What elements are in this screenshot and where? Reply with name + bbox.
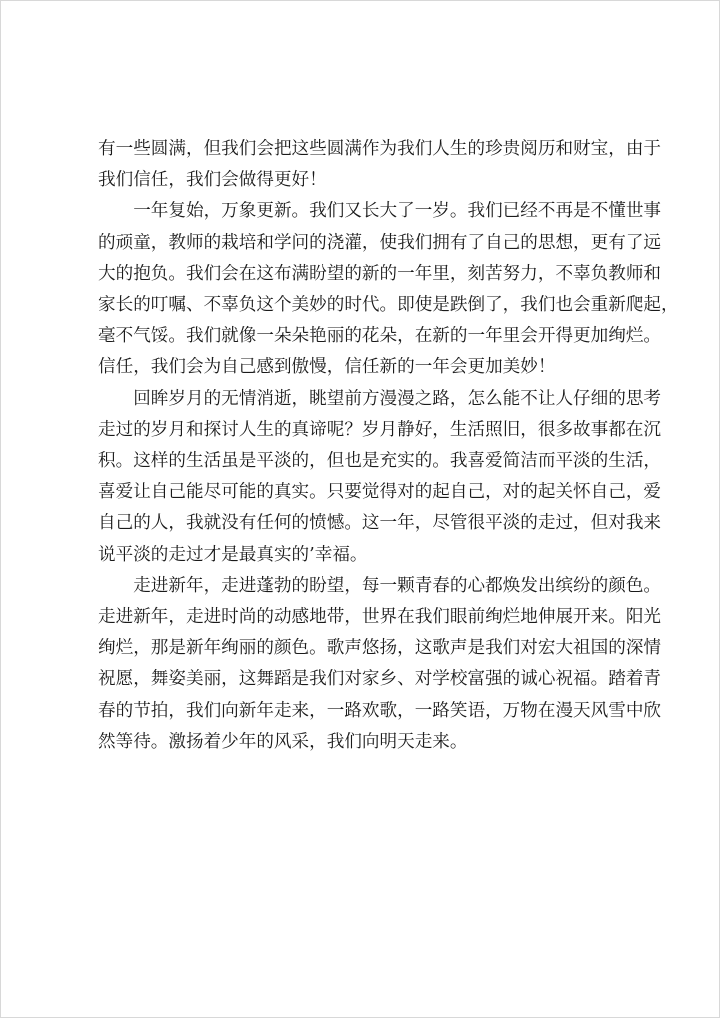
- paragraph-line: 走过的岁月和探讨人生的真谛呢？岁月静好，生活照旧，很多故事都在沉: [98, 419, 662, 440]
- paragraph-line: 喜爱让自己能尽可能的真实。只要觉得对的起自己，对的起关怀自己，爱: [98, 482, 662, 503]
- paragraph-line: 积。这样的生活虽是平淡的，但也是充实的。我喜爱简洁而平淡的生活，: [98, 451, 662, 472]
- paragraph-line: 我们信任，我们会做得更好！: [98, 170, 327, 191]
- paragraph-line: 走进新年，走进蓬勃的盼望，每一颗青春的心都焕发出缤纷的颜色。: [133, 575, 662, 596]
- paragraph-2: [98, 196, 679, 383]
- paragraph-line: 大的抱负。我们会在这布满盼望的新的一年里，刻苦努力，不辜负教师和: [98, 263, 662, 284]
- paragraph-line: 一年复始，万象更新。我们又长大了一岁。我们已经不再是不懂世事: [133, 201, 662, 222]
- paragraph-1: [98, 134, 662, 196]
- paragraph-line: 家长的叮嘱、不辜负这个美妙的时代。即使是跌倒了，我们也会重新爬起，: [98, 295, 679, 316]
- paragraph-line: 春的节拍，我们向新年走来，一路欢歌，一路笑语，万物在漫天风雪中欣: [98, 700, 662, 721]
- paragraph-line: 绚烂，那是新年绚丽的颜色。歌声悠扬，这歌声是我们对宏大祖国的深情: [98, 638, 662, 659]
- paragraph-4: [98, 571, 662, 758]
- document-body: [98, 134, 679, 758]
- paragraph-line: 祝愿，舞姿美丽，这舞蹈是我们对家乡、对学校富强的诚心祝福。踏着青: [98, 669, 662, 690]
- paragraph-line: 的顽童，教师的栽培和学问的浇灌，使我们拥有了自己的思想，更有了远: [98, 232, 662, 253]
- paragraph-line: 走进新年，走进时尚的动感地带，世界在我们眼前绚烂地伸展开来。阳光: [98, 607, 662, 628]
- paragraph-line: 然等待。激扬着少年的风采，我们向明天走来。: [98, 731, 468, 752]
- paragraph-line: 信任，我们会为自己感到傲慢，信任新的一年会更加美妙！: [98, 357, 556, 378]
- paragraph-line: 有一些圆满，但我们会把这些圆满作为我们人生的珍贵阅历和财宝，由于: [98, 139, 662, 159]
- paragraph-3: [98, 384, 662, 571]
- paragraph-line: 自己的人，我就没有任何的愤憾。这一年，尽管很平淡的走过，但对我来: [98, 513, 662, 534]
- paragraph-line: 回眸岁月的无情消逝，眺望前方漫漫之路，怎么能不让人仔细的思考: [133, 388, 662, 409]
- paragraph-line: 说平淡的走过才是最真实的’幸福。: [98, 544, 368, 565]
- paragraph-line: 毫不气馁。我们就像一朵朵艳丽的花朵，在新的一年里会开得更加绚烂。: [98, 326, 662, 347]
